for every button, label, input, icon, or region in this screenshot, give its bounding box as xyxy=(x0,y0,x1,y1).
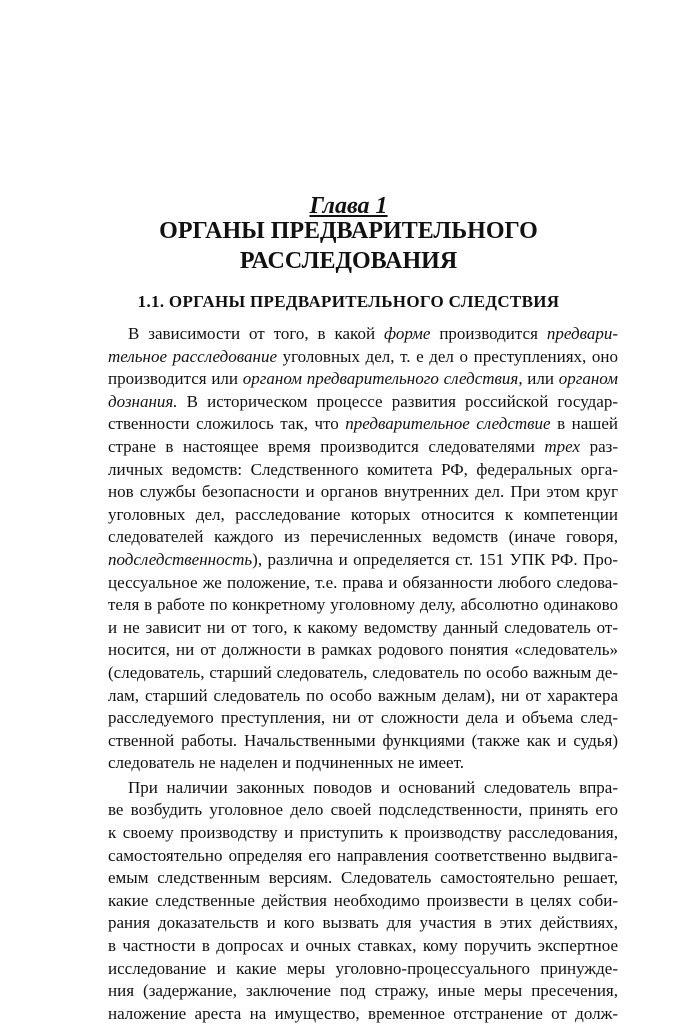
text-line xyxy=(108,346,618,369)
text-line xyxy=(108,890,618,913)
text-segment: в нашей xyxy=(550,414,618,434)
text-line xyxy=(108,845,618,868)
text-segment: носится, ни от должности в рамках родового понятия «следователь» xyxy=(108,640,618,660)
text-line xyxy=(108,368,618,391)
text-segment: В зависимости от того, в какой xyxy=(128,324,384,343)
italic-term: дознания. xyxy=(108,391,178,411)
body-text xyxy=(108,323,618,1025)
chapter-title-line-1: ОРГАНЫ ПРЕДВАРИТЕЛЬНОГО xyxy=(159,218,538,244)
text-segment: ственной работы. Начальственными функциями (также как и судья) xyxy=(108,730,618,750)
text-line xyxy=(108,867,618,890)
text-segment: теля в работе по конкретному уголовному делу, абсолютно одинаково xyxy=(108,595,618,615)
text-line xyxy=(108,958,618,981)
text-line xyxy=(108,504,618,527)
text-line xyxy=(108,549,618,572)
text-line xyxy=(108,436,618,459)
italic-term: форме xyxy=(383,324,431,343)
text-line xyxy=(108,822,618,845)
italic-term: трех xyxy=(544,436,581,456)
text-segment: емым следственным версиям. Следователь самостоятельно решает, xyxy=(108,868,618,888)
text-line xyxy=(108,323,618,346)
text-segment: При наличии законных поводов и оснований следователь впра- xyxy=(128,777,618,797)
text-segment: в частности в допросах и очных ставках, кому поручить экспертное xyxy=(108,936,618,956)
text-line xyxy=(108,777,618,800)
italic-term: тельное расследование xyxy=(108,346,278,366)
text-segment: к своему производству и приступить к производству расследования, xyxy=(108,823,618,843)
text-segment: В историческом процессе развития российской государ- xyxy=(177,391,618,411)
text-line xyxy=(108,617,618,640)
text-segment: ве возбудить уголовное дело своей подследственности, принять его xyxy=(108,800,618,820)
text-line xyxy=(108,730,618,753)
text-segment: уголовных дел, расследование которых относится к компетенции xyxy=(108,504,618,524)
text-line xyxy=(108,707,618,730)
text-segment: стране в настоящее время производится следователями xyxy=(108,436,545,456)
text-line xyxy=(108,662,618,685)
chapter-title xyxy=(0,216,697,276)
text-segment: , или xyxy=(518,369,559,389)
chapter-label: Глава 1 xyxy=(309,193,388,219)
text-line xyxy=(108,481,618,504)
italic-term: предвари- xyxy=(546,324,618,343)
italic-term: предварительное следствие xyxy=(345,414,551,434)
text-segment: наложение ареста на имущество, временное отстранение от долж- xyxy=(108,1003,618,1023)
text-line xyxy=(108,752,618,775)
text-segment: личных ведомств: Следственного комитета РФ, федеральных орга- xyxy=(108,459,618,479)
text-segment: уголовных дел, т. е дел о преступлениях, оно xyxy=(277,346,618,366)
section-heading: 1.1. ОРГАНЫ ПРЕДВАРИТЕЛЬНОГО СЛЕДСТВИЯ xyxy=(137,292,560,311)
italic-term: органом xyxy=(558,369,619,389)
text-line xyxy=(108,526,618,549)
text-segment: ния (задержание, заключение под стражу, иные меры пресечения, xyxy=(108,981,618,1001)
text-line xyxy=(108,413,618,436)
text-line xyxy=(108,912,618,935)
text-line xyxy=(108,572,618,595)
text-segment: рания доказательств и кого вызвать для участия в этих действиях, xyxy=(108,913,618,933)
text-line xyxy=(108,935,618,958)
text-segment: раз- xyxy=(580,436,618,456)
text-line xyxy=(108,639,618,662)
text-segment: лам, старший следователь по особо важным делам), ни от характера xyxy=(108,685,618,705)
chapter-title-line-2: РАССЛЕДОВАНИЯ xyxy=(239,248,458,274)
text-line xyxy=(108,459,618,482)
text-segment: цессуальное же положение, т.е. права и обязанности любого следова- xyxy=(108,572,618,592)
text-line xyxy=(108,980,618,1003)
text-segment: ственности сложилось так, что xyxy=(108,414,346,434)
text-segment: расследуемого преступления, ни от сложности дела и объема след- xyxy=(108,708,618,728)
text-segment: производится или xyxy=(108,369,243,389)
text-segment: следователей каждого из перечисленных ведомств (иначе говоря, xyxy=(108,527,618,547)
text-line xyxy=(108,1003,618,1025)
italic-term: подследственность xyxy=(108,549,253,569)
text-segment: (следователь, старший следователь, следователь по особо важным де- xyxy=(108,662,618,682)
text-segment: какие следственные действия необходимо произвести в целях соби- xyxy=(108,890,618,910)
text-line xyxy=(108,685,618,708)
text-segment: производится xyxy=(430,324,547,343)
text-segment: следователь не наделен и подчиненных не имеет. xyxy=(108,753,464,773)
text-line xyxy=(108,391,618,414)
italic-term: органом предварительного следствия xyxy=(242,369,519,389)
text-segment: самостоятельно определяя его направления соответственно выдвига- xyxy=(108,845,618,865)
text-segment: исследование и какие меры уголовно-процессуального принужде- xyxy=(108,958,618,978)
text-segment: ), различна и определяется ст. 151 УПК РФ. Про- xyxy=(252,549,618,569)
text-line xyxy=(108,799,618,822)
text-line xyxy=(108,594,618,617)
text-segment: нов службы безопасности и органов внутренних дел. При этом круг xyxy=(108,482,618,502)
text-segment: и не зависит ни от того, к какому ведомству данный следователь от- xyxy=(108,617,618,637)
